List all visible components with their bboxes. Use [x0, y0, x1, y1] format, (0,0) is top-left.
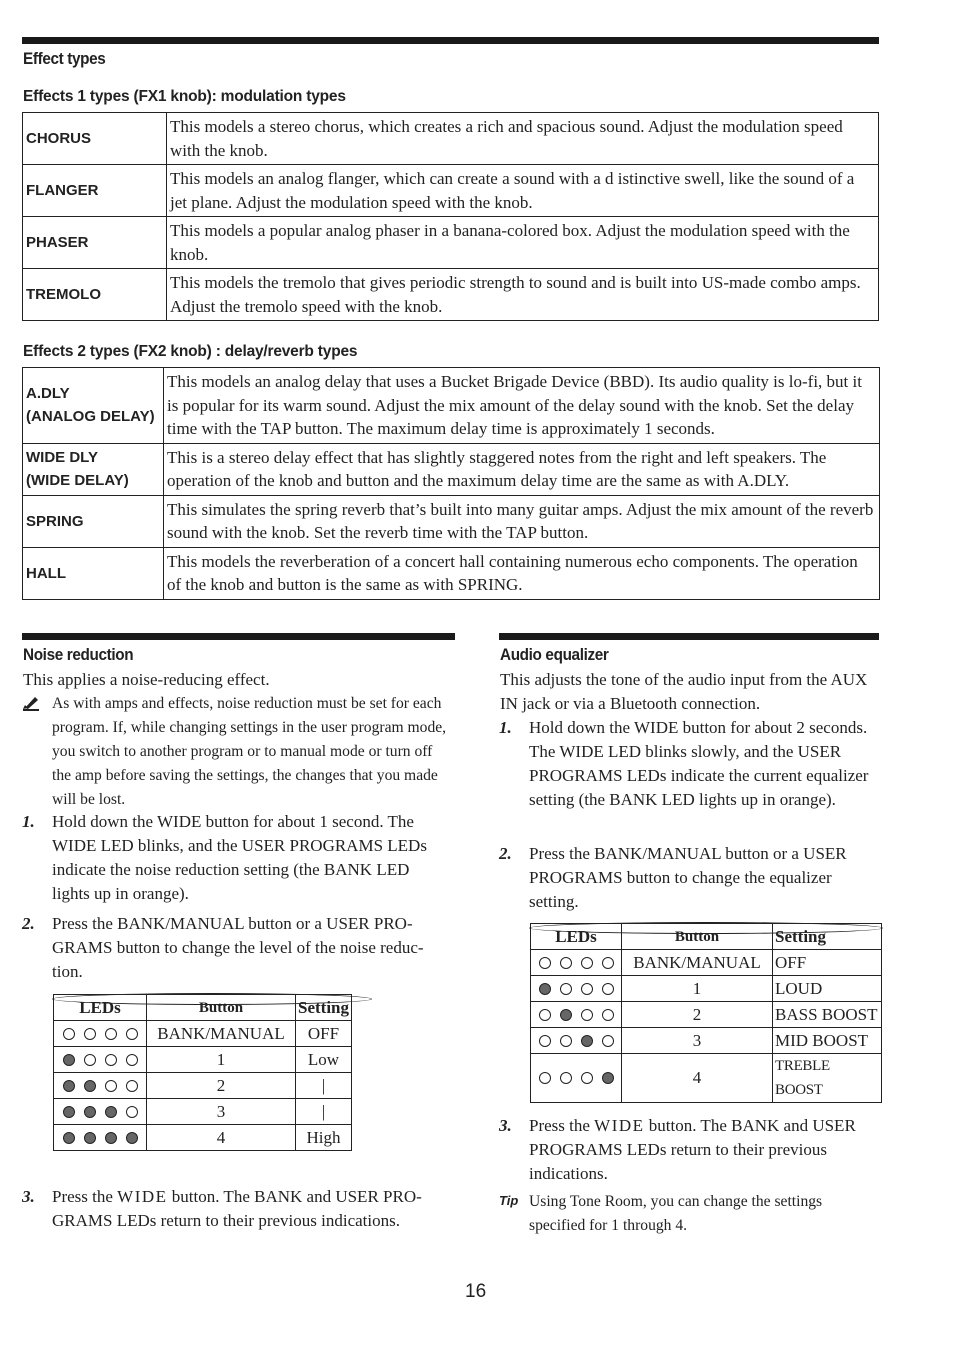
column-header: Setting	[296, 995, 352, 1021]
led-cell	[531, 976, 622, 1002]
step-text: button. The BANK and USER PRO-GRAMS LEDs return to their previous indications.	[52, 1187, 422, 1230]
fx-name: SPRING	[23, 495, 164, 547]
led-cell	[54, 1047, 147, 1073]
led-off-icon	[581, 1009, 593, 1021]
noise-reduction-heading: Noise reduction	[23, 645, 134, 664]
led-on-icon	[105, 1106, 117, 1118]
setting-cell: BASS BOOST	[773, 1002, 882, 1028]
fx-name-line1: A.DLY	[26, 385, 70, 403]
button-cell: 4	[147, 1125, 296, 1151]
led-off-icon	[581, 957, 593, 969]
led-cell	[531, 1028, 622, 1054]
fx-desc: This models a stereo chorus, which creates a rich and spacious sound. Adjust the modulation speed with the knob.	[167, 113, 879, 165]
button-cell: 2	[622, 1002, 773, 1028]
button-cell: 2	[147, 1073, 296, 1099]
led-cell	[531, 1054, 622, 1103]
table-row	[23, 217, 879, 269]
button-cell: 1	[147, 1047, 296, 1073]
led-off-icon	[84, 1028, 96, 1040]
wide-button-name: WIDE	[117, 1187, 168, 1206]
table-row	[54, 1021, 352, 1047]
button-cell: 3	[147, 1099, 296, 1125]
top-rule	[22, 37, 879, 44]
led-on-icon	[539, 983, 551, 995]
step-number: 1.	[499, 718, 512, 737]
fx1-table	[22, 112, 879, 321]
fx-name	[23, 443, 164, 495]
table-row	[54, 1047, 352, 1073]
led-on-icon	[84, 1106, 96, 1118]
column-header: LEDs	[54, 995, 147, 1021]
led-off-icon	[539, 1035, 551, 1047]
led-off-icon	[105, 1054, 117, 1066]
audio-equalizer-step-3	[529, 1114, 874, 1186]
page-number: 16	[465, 1281, 487, 1302]
led-on-icon	[126, 1132, 138, 1144]
table-row	[23, 368, 880, 444]
fx-desc: This models the tremolo that gives periodic strength to sound and is built into US-made combo amps. Adjust the tremolo speed with the knob.	[167, 269, 879, 321]
fx-name-line2: (WIDE DELAY)	[26, 472, 129, 489]
column-header: Button	[622, 924, 773, 950]
step-number: 2.	[22, 914, 35, 933]
led-off-icon	[63, 1028, 75, 1040]
column-header: Button	[147, 995, 296, 1021]
led-on-icon	[84, 1080, 96, 1092]
table-row	[531, 1054, 882, 1103]
noise-reduction-step-3	[52, 1185, 450, 1233]
audio-equalizer-table	[529, 922, 883, 1098]
table-row	[54, 1099, 352, 1125]
step-text: button. The BANK and USER PROGRAMS LEDs return to their previous indications.	[529, 1116, 856, 1183]
led-cell	[531, 950, 622, 976]
led-off-icon	[602, 1035, 614, 1047]
table-row	[54, 1073, 352, 1099]
led-on-icon	[581, 1035, 593, 1047]
fx-desc: This models the reverberation of a concert hall containing numerous echo components. The operation of the knob and button is the same as with SPRING.	[164, 547, 880, 599]
noise-reduction-note: As with amps and effects, noise reduction must be set for each program. If, while changing settings in the user program mode, you switch to another program or to manual mode or turn off the amp before saving the settings, the changes that you made will be lost.	[52, 695, 447, 808]
led-off-icon	[539, 957, 551, 969]
table-row	[531, 950, 882, 976]
table-row	[23, 113, 879, 165]
led-off-icon	[560, 1035, 572, 1047]
fx-desc: This models an analog flanger, which can create a sound with a d istinctive swell, like the sound of a jet plane. Adjust the modulation speed with the knob.	[167, 165, 879, 217]
setting-cell: OFF	[773, 950, 882, 976]
fx-name-line2: (ANALOG DELAY)	[26, 408, 155, 426]
table-row	[23, 495, 880, 547]
noise-reduction-rule	[22, 633, 455, 640]
led-cell	[54, 1125, 147, 1151]
button-cell: BANK/MANUAL	[622, 950, 773, 976]
led-on-icon	[63, 1054, 75, 1066]
fx2-table	[22, 367, 880, 600]
led-off-icon	[602, 983, 614, 995]
setting-cell: |	[296, 1073, 352, 1099]
wide-button-name: WIDE	[594, 1116, 645, 1135]
led-off-icon	[105, 1028, 117, 1040]
fx-desc: This simulates the spring reverb that’s built into many guitar amps. Adjust the mix amount of the reverb sound with the knob. Set the reverb time with the TAP button.	[164, 495, 880, 547]
setting-cell: Low	[296, 1047, 352, 1073]
led-on-icon	[105, 1132, 117, 1144]
step-text: Press the	[52, 1187, 118, 1206]
fx-name: CHORUS	[23, 113, 167, 165]
led-off-icon	[581, 1072, 593, 1084]
led-on-icon	[602, 1072, 614, 1084]
table-row	[531, 976, 882, 1002]
fx-desc: This models a popular analog phaser in a banana-colored box. Adjust the modulation speed with the knob.	[167, 217, 879, 269]
fx-name: HALL	[23, 547, 164, 599]
setting-cell: LOUD	[773, 976, 882, 1002]
audio-equalizer-intro: This adjusts the tone of the audio input from the AUX IN jack or via a Bluetooth connection.	[500, 670, 868, 713]
noise-reduction-table	[52, 993, 372, 1147]
fx-name-line1: WIDE DLY	[26, 449, 98, 466]
table-row	[531, 1002, 882, 1028]
led-off-icon	[602, 1009, 614, 1021]
led-off-icon	[126, 1028, 138, 1040]
led-cell	[54, 1021, 147, 1047]
fx-name: PHASER	[23, 217, 167, 269]
led-off-icon	[84, 1054, 96, 1066]
table-row	[23, 547, 880, 599]
fx-name: FLANGER	[23, 165, 167, 217]
led-off-icon	[126, 1080, 138, 1092]
setting-cell: MID BOOST	[773, 1028, 882, 1054]
button-cell: BANK/MANUAL	[147, 1021, 296, 1047]
fx-desc: This is a stereo delay effect that has slightly staggered notes from the right and left speakers. The operation of the knob and button and the maximum delay time are the same as with A.DLY.	[164, 443, 880, 495]
led-on-icon	[63, 1080, 75, 1092]
audio-equalizer-tip: Using Tone Room, you can change the settings specified for 1 through 4.	[529, 1193, 823, 1234]
audio-equalizer-step-1: Hold down the WIDE button for about 2 seconds. The WIDE LED blinks slowly, and the USER PROGRAMS LEDs indicate the current equalizer setting (the BANK LED lights up in orange).	[529, 718, 869, 809]
setting-cell: |	[296, 1099, 352, 1125]
table-header-row	[54, 995, 352, 1021]
table-row	[531, 1028, 882, 1054]
led-off-icon	[560, 957, 572, 969]
fx-name: TREMOLO	[23, 269, 167, 321]
button-cell: 3	[622, 1028, 773, 1054]
step-number: 3.	[22, 1187, 35, 1206]
table-row	[54, 1125, 352, 1151]
led-off-icon	[560, 1072, 572, 1084]
led-off-icon	[581, 983, 593, 995]
noise-reduction-step-1: Hold down the WIDE button for about 1 second. The WIDE LED blinks, and the USER PROGRAMS LEDs indicate the noise reduction setting (the BANK LED lights up in orange).	[52, 812, 427, 903]
setting-cell: OFF	[296, 1021, 352, 1047]
led-cell	[54, 1099, 147, 1125]
led-off-icon	[602, 957, 614, 969]
column-header: LEDs	[531, 924, 622, 950]
fx1-heading: Effects 1 types (FX1 knob): modulation types	[23, 88, 346, 105]
effect-types-heading: Effect types	[23, 49, 106, 68]
step-number: 2.	[499, 844, 512, 863]
led-off-icon	[539, 1009, 551, 1021]
led-off-icon	[539, 1072, 551, 1084]
led-off-icon	[126, 1054, 138, 1066]
noise-reduction-step-2: Press the BANK/MANUAL button or a USER PRO-GRAMS button to change the level of the noise reduc-tion.	[52, 914, 424, 981]
led-on-icon	[84, 1132, 96, 1144]
column-header: Setting	[773, 924, 882, 950]
button-cell: 4	[622, 1054, 773, 1103]
table-row	[23, 165, 879, 217]
fx2-heading: Effects 2 types (FX2 knob) : delay/reverb types	[23, 343, 358, 360]
led-on-icon	[63, 1106, 75, 1118]
step-number: 1.	[22, 812, 35, 831]
led-off-icon	[105, 1080, 117, 1092]
led-cell	[54, 1073, 147, 1099]
table-header-row	[531, 924, 882, 950]
step-text: Press the	[529, 1116, 595, 1135]
audio-equalizer-heading: Audio equalizer	[500, 645, 609, 664]
tip-label: Tip	[499, 1193, 519, 1208]
led-on-icon	[63, 1132, 75, 1144]
fx-desc: This models an analog delay that uses a Bucket Brigade Device (BBD). Its audio quality is lo-fi, but it is popular for its warm sound. Adjust the mix amount of the delay sound with the knob. Set the delay time with the TAP button. The maximum delay time is approximately 1 seconds.	[164, 368, 880, 444]
table-row	[23, 269, 879, 321]
button-cell: 1	[622, 976, 773, 1002]
led-off-icon	[126, 1106, 138, 1118]
led-on-icon	[560, 1009, 572, 1021]
led-off-icon	[560, 983, 572, 995]
step-number: 3.	[499, 1116, 512, 1135]
audio-equalizer-rule	[499, 633, 879, 640]
audio-equalizer-step-2: Press the BANK/MANUAL button or a USER PROGRAMS button to change the equalizer setting.	[529, 844, 847, 911]
led-cell	[531, 1002, 622, 1028]
pencil-note-icon	[22, 695, 40, 711]
table-row	[23, 443, 880, 495]
setting-cell: High	[296, 1125, 352, 1151]
fx-name	[23, 368, 164, 444]
noise-reduction-intro: This applies a noise-reducing effect.	[23, 670, 270, 689]
setting-cell: TREBLE BOOST	[773, 1054, 882, 1103]
